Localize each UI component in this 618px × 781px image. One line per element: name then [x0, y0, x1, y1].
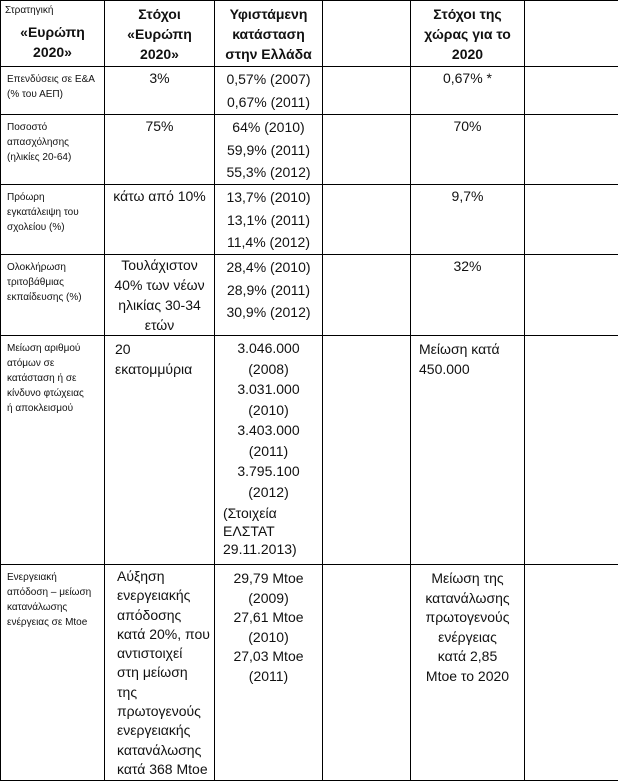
row-label-line: τριτοβάθμιας: [7, 275, 100, 290]
current-line: (2012): [215, 482, 322, 503]
national-line: κατά 2,85: [411, 647, 524, 667]
current-line: (2009): [215, 589, 322, 609]
row-label-line: εκπαίδευσης (%): [7, 290, 100, 305]
source-note-line: 29.11.2013): [223, 540, 322, 558]
national-line: 32%: [411, 255, 524, 278]
eu-target-cell: [105, 115, 215, 185]
current-line: 3.031.000: [215, 379, 322, 400]
eu-target-line: στη μείωση: [117, 663, 214, 682]
eu-target-line: Τουλάχιστον: [105, 255, 214, 275]
eu-target-cell: [105, 67, 215, 115]
eu-target-line: αντιστοιχεί: [117, 644, 214, 663]
national-line: 9,7%: [411, 185, 524, 208]
row-label-line: Ποσοστό: [7, 120, 100, 135]
eu-target-line: εκατομμύρια: [115, 359, 214, 379]
row-label-line: απόδοση – μείωση: [7, 585, 100, 600]
eu-target-line: της: [117, 683, 214, 702]
current-status-cell: [215, 185, 323, 255]
current-status-cell: [215, 336, 323, 565]
header-empty-cell: [525, 1, 618, 67]
eu-target-line: 3%: [105, 67, 214, 90]
current-status-cell: [215, 67, 323, 115]
current-line: 27,03 Mtoe: [215, 647, 322, 667]
eu-target-cell: [105, 185, 215, 255]
source-note-line: (Στοιχεία: [223, 504, 322, 522]
header-line: κατάσταση: [215, 24, 322, 44]
current-line: (2010): [215, 400, 322, 421]
row-label-line: Πρόωρη: [7, 190, 100, 205]
current-line: 29,79 Mtoe: [215, 569, 322, 589]
eu-target-line: Αύξηση: [117, 567, 214, 586]
row-label-line: (% του ΑΕΠ): [7, 87, 100, 102]
header-empty-cell: [323, 1, 411, 67]
empty-cell: [525, 67, 618, 115]
empty-cell: [525, 185, 618, 255]
empty-cell: [323, 565, 411, 781]
row-label: [1, 336, 105, 565]
header-strategy-small: Στρατηγική: [5, 4, 100, 18]
row-label: [1, 67, 105, 115]
national-line: Mtoe το 2020: [411, 667, 524, 687]
eu-target-cell: [105, 255, 215, 336]
current-line: 3.046.000: [215, 338, 322, 359]
source-note: [215, 504, 322, 558]
national-target-cell: [411, 336, 525, 565]
row-label: [1, 565, 105, 781]
source-note-line: ΕΛΣΤΑΤ: [223, 522, 322, 540]
national-line: Μείωση της: [411, 569, 524, 589]
empty-cell: [525, 565, 618, 781]
table-row: [1, 67, 618, 115]
national-target-cell: [411, 67, 525, 115]
empty-cell: [323, 185, 411, 255]
header-row: [1, 1, 618, 67]
current-line: 55,3% (2012): [215, 161, 322, 184]
header-line: 2020»: [105, 44, 214, 64]
national-line: 450.000: [419, 359, 524, 379]
header-strategy: [1, 1, 105, 67]
header-line: 2020: [411, 44, 524, 64]
empty-cell: [525, 255, 618, 336]
current-line: 3.403.000: [215, 420, 322, 441]
current-line: (2008): [215, 359, 322, 380]
row-label: [1, 255, 105, 336]
eu-target-line: κάτω από 10%: [105, 185, 214, 208]
eu-target-line: κατά 368 Mtoe: [117, 760, 214, 779]
national-line: 0,67% *: [411, 67, 524, 90]
eu-target-line: 75%: [105, 115, 214, 138]
eu-target-line: ετών: [105, 315, 214, 335]
empty-cell: [323, 67, 411, 115]
row-label-line: Ενεργειακή: [7, 570, 100, 585]
empty-cell: [323, 336, 411, 565]
table-row: [1, 185, 618, 255]
current-status-cell: [215, 565, 323, 781]
header-line: Στόχοι: [105, 4, 214, 24]
eu-target-cell: [105, 336, 215, 565]
national-line: πρωτογενούς: [411, 608, 524, 628]
row-label-line: ενέργειας σε Mtoe: [7, 615, 100, 630]
current-line: 11,4% (2012): [215, 231, 322, 254]
eu-target-line: 40% των νέων: [105, 275, 214, 295]
header-line: Στόχοι της: [411, 4, 524, 24]
header-national-targets: [411, 1, 525, 67]
national-target-cell: [411, 185, 525, 255]
row-label-line: ατόμων σε: [7, 356, 100, 371]
header-current-status: [215, 1, 323, 67]
table-row: [1, 115, 618, 185]
header-line: Υφιστάμενη: [215, 4, 322, 24]
eu-target-line: κατανάλωσης: [117, 741, 214, 760]
row-label: [1, 185, 105, 255]
header-eu-targets: [105, 1, 215, 67]
table-row: [1, 336, 618, 565]
row-label-line: (ηλικίες 20-64): [7, 150, 100, 165]
national-line: Μείωση κατά: [419, 339, 524, 359]
row-label: [1, 115, 105, 185]
eu-target-line: κατά 20%, που: [117, 625, 214, 644]
current-line: (2010): [215, 628, 322, 648]
eu-target-line: ενεργειακής: [117, 721, 214, 740]
eu-target-line: 20: [115, 339, 214, 359]
row-label-line: σχολείου (%): [7, 220, 100, 235]
empty-cell: [323, 255, 411, 336]
row-label-line: Μείωση αριθμού: [7, 341, 100, 356]
row-label-line: εγκατάλειψη του: [7, 205, 100, 220]
header-line: χώρας για το: [411, 24, 524, 44]
current-line: (2011): [215, 667, 322, 687]
eu-target-line: ενεργειακής: [117, 586, 214, 605]
current-line: 3.795.100: [215, 461, 322, 482]
current-line: 28,9% (2011): [215, 279, 322, 302]
current-line: (2011): [215, 441, 322, 462]
row-label-line: απασχόλησης: [7, 135, 100, 150]
row-label-line: κατάσταση ή σε: [7, 371, 100, 386]
current-line: 27,61 Mtoe: [215, 608, 322, 628]
current-line: 28,4% (2010): [215, 256, 322, 279]
current-line: 13,1% (2011): [215, 209, 322, 232]
national-line: ενέργειας: [411, 628, 524, 648]
current-line: 30,9% (2012): [215, 301, 322, 324]
current-status-cell: [215, 255, 323, 336]
row-label-line: Επενδύσεις σε Ε&Α: [7, 72, 100, 87]
national-target-cell: [411, 565, 525, 781]
table-row: [1, 255, 618, 336]
current-line: 59,9% (2011): [215, 139, 322, 162]
row-label-line: ή αποκλεισμού: [7, 401, 100, 416]
header-line: «Ευρώπη: [105, 24, 214, 44]
empty-cell: [323, 115, 411, 185]
eu-target-cell: [105, 565, 215, 781]
empty-cell: [525, 115, 618, 185]
current-line: 0,67% (2011): [215, 91, 322, 114]
header-line: στην Ελλάδα: [215, 44, 322, 64]
eu-target-line: ηλικίας 30-34: [105, 295, 214, 315]
current-line: 13,7% (2010): [215, 186, 322, 209]
national-line: κατανάλωσης: [411, 589, 524, 609]
row-label-line: κατανάλωσης: [7, 600, 100, 615]
current-status-cell: [215, 115, 323, 185]
empty-cell: [525, 336, 618, 565]
header-strategy-line: «Ευρώπη: [5, 22, 100, 42]
row-label-line: Ολοκλήρωση: [7, 260, 100, 275]
table-row: [1, 565, 618, 781]
current-line: 0,57% (2007): [215, 68, 322, 91]
national-target-cell: [411, 255, 525, 336]
eu-target-line: απόδοσης: [117, 606, 214, 625]
national-target-cell: [411, 115, 525, 185]
eu-target-line: πρωτογενούς: [117, 702, 214, 721]
header-strategy-line: 2020»: [5, 42, 100, 62]
current-line: 64% (2010): [215, 116, 322, 139]
row-label-line: κίνδυνο φτώχειας: [7, 386, 100, 401]
national-line: 70%: [411, 115, 524, 138]
